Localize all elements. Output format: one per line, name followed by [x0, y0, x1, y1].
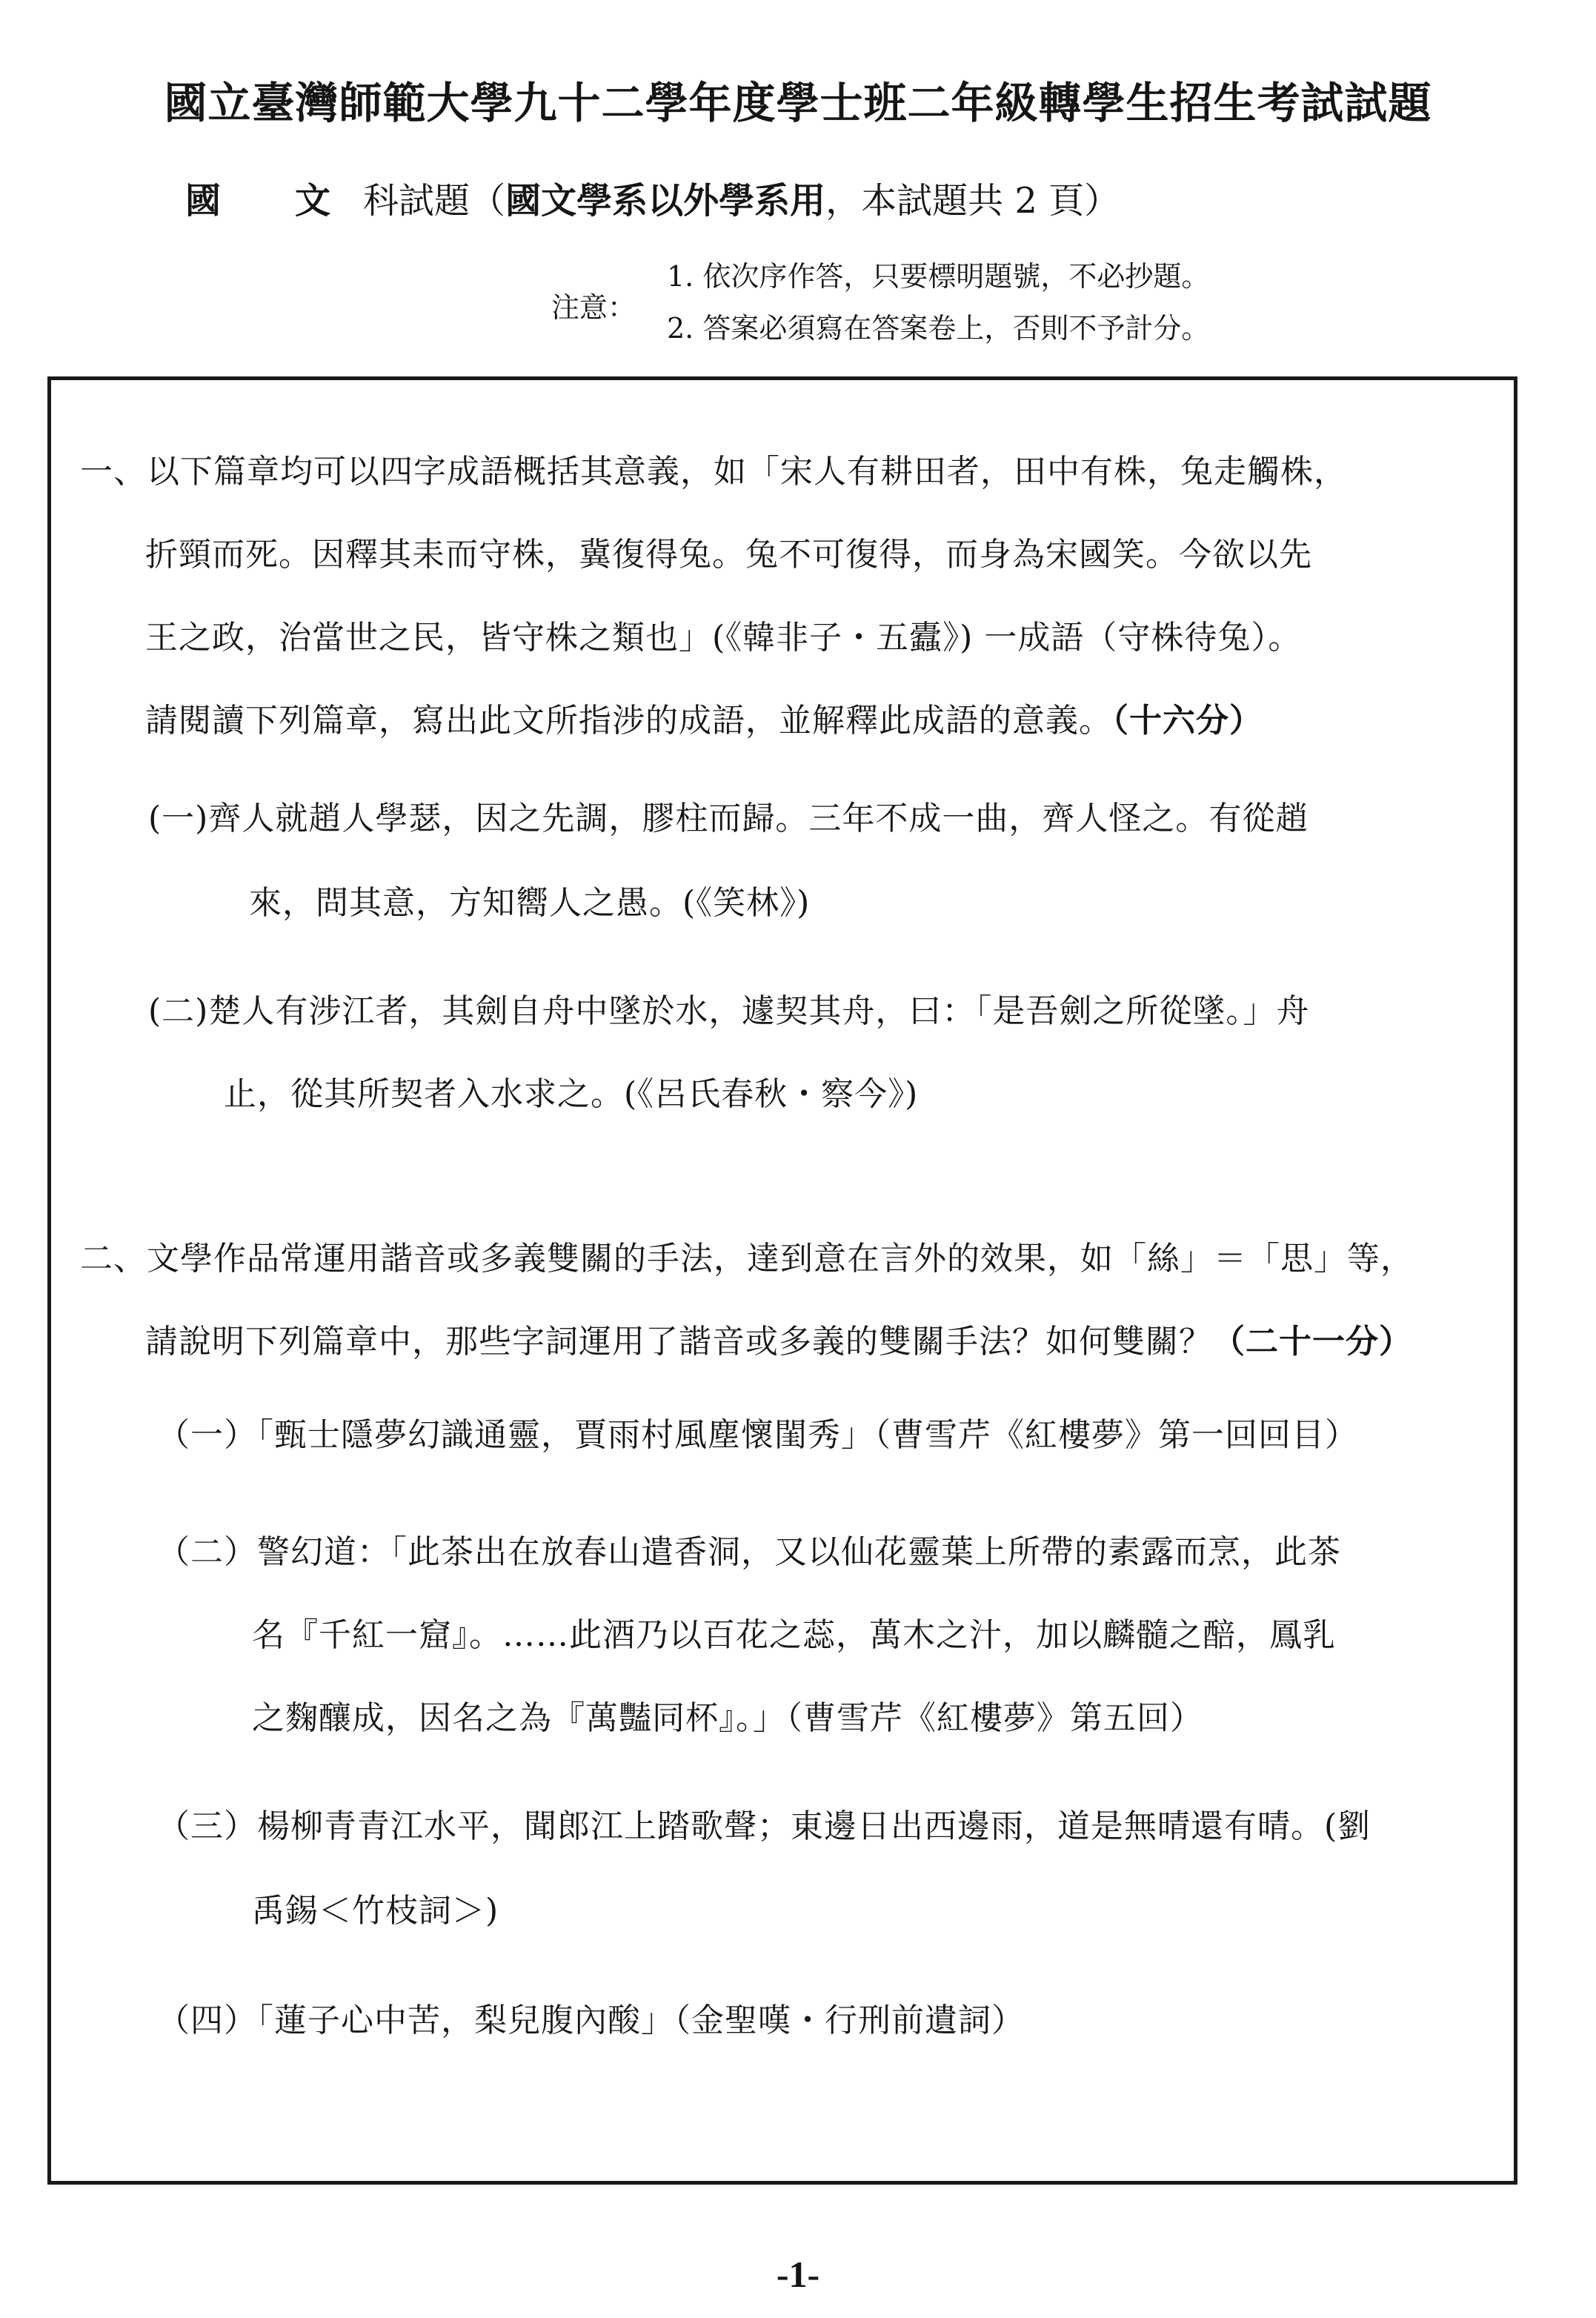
- q2-line-1: 二、文學作品常運用諧音或多義雙關的手法，達到意在言外的效果，如「絲」＝「思」等，: [80, 1240, 1414, 1278]
- q1-points: （十六分）: [1112, 702, 1263, 740]
- page-number: -1-: [776, 2254, 820, 2295]
- notice-item-1: 1. 依次序作答，只要標明題號，不必抄題。: [667, 260, 1210, 293]
- q2-sub1-line-1: （一）「甄士隱夢幻識通靈，賈雨村風塵懷閨秀」（曹雪芹《紅樓夢》第一回回目）: [157, 1416, 1358, 1454]
- q2-sub2-line-1: （二）警幻道：「此茶出在放春山遣香洞，又以仙花靈葉上所帶的素露而烹，此茶: [157, 1533, 1341, 1571]
- q2-sub2-line-3: 之麴釀成，因名之為『萬豔同杯』。」（曹雪芹《紅樓夢》第五回）: [252, 1699, 1203, 1737]
- subject-char-1: 國: [185, 180, 222, 222]
- q1-line-2: 折頸而死。因釋其耒而守株，冀復得兔。兔不可復得，而身為宋國笑。今欲以先: [145, 536, 1312, 574]
- q1-line-3: 王之政，治當世之民，皆守株之類也」(《韓非子・五蠹》) 一成語（守株待兔）。: [145, 619, 1302, 657]
- q2-sub3-line-1: （三）楊柳青青江水平，聞郎江上踏歌聲；東邊日出西邊雨，道是無晴還有晴。(劉: [157, 1807, 1371, 1845]
- pages-note: ，本試題共 2 頁）: [825, 180, 1120, 222]
- q1-sub1-line-2: 來，問其意，方知嚮人之愚。(《笑林》): [249, 884, 811, 922]
- subject-suffix: 科試題: [363, 180, 471, 222]
- q2-line-2: [145, 1315, 1412, 1362]
- scope-text: 國文學系以外學系用: [505, 180, 826, 222]
- q1-sub2-line-1: (二)楚人有涉江者，其劍自舟中墜於水，遽契其舟，曰：「是吾劍之所從墜。」舟: [148, 992, 1310, 1030]
- q2-sub2-line-2: 名『千紅一窟』。……此酒乃以百花之蕊，萬木之汁，加以麟髓之醅，鳳乳: [252, 1616, 1336, 1654]
- q2-points: （二十一分）: [1212, 1323, 1412, 1361]
- q1-sub1-line-1: (一)齊人就趙人學瑟，因之先調，膠柱而歸。三年不成一曲，齊人怪之。有從趙: [148, 800, 1309, 837]
- q2-line-2-text: 請說明下列篇章中，那些字詞運用了諧音或多義的雙關手法？如何雙關？: [145, 1323, 1212, 1361]
- q1-line-4-text: 請閱讀下列篇章，寫出此文所指涉的成語，並解釋此成語的意義。: [145, 702, 1112, 740]
- notice-item-2: 2. 答案必須寫在答案卷上，否則不予計分。: [667, 312, 1210, 345]
- exam-subtitle: [185, 172, 1120, 223]
- scope-open: （: [470, 180, 506, 222]
- q1-line-1: 一、以下篇章均可以四字成語概括其意義，如「宋人有耕田者，田中有株，兔走觸株，: [80, 453, 1347, 491]
- subject-char-2: 文: [295, 180, 331, 222]
- q2-sub4-line-1: （四）「蓮子心中苦，梨兒腹內酸」（金聖嘆・行刑前遺詞）: [157, 2002, 1025, 2039]
- q1-line-4: [145, 694, 1263, 741]
- exam-title: 國立臺灣師範大學九十二學年度學士班二年級轉學生招生考試試題: [164, 78, 1432, 128]
- q1-sub2-line-2: 止，從其所契者入水求之。(《呂氏春秋・察今》): [224, 1075, 919, 1113]
- q2-sub3-line-2: 禹錫＜竹枝詞＞): [252, 1892, 499, 1930]
- notice-label: 注意：: [551, 291, 636, 324]
